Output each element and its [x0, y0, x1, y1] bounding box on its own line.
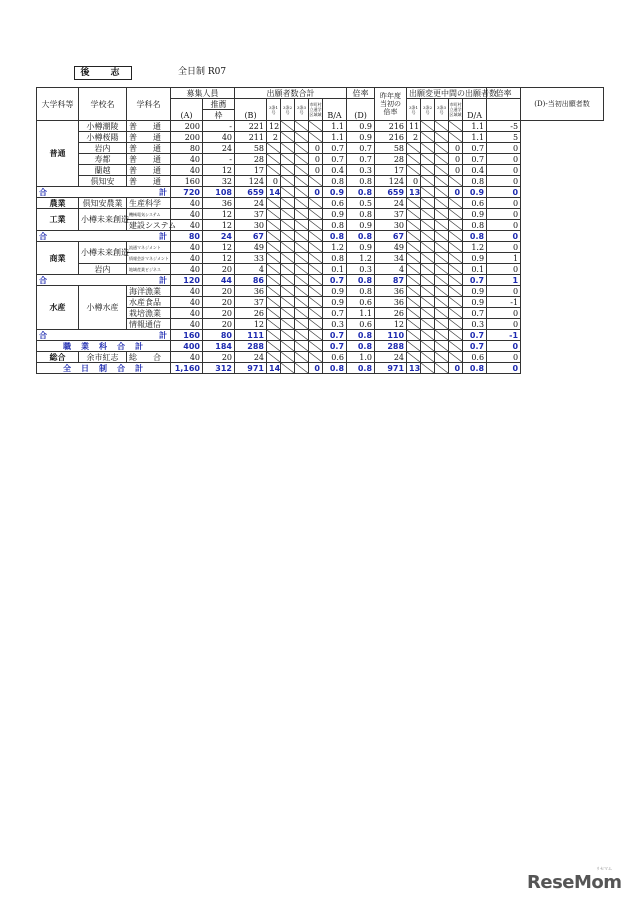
- empty-cell: [421, 231, 435, 242]
- empty-cell: [421, 253, 435, 264]
- empty-cell: [295, 341, 309, 352]
- empty-cell: [281, 187, 295, 198]
- table-row: 蘭越 普 通 40 12 17 0 0.4 0.3 17 0 0.4 0: [37, 165, 604, 176]
- subtotal-label-right: 計: [159, 231, 168, 241]
- dept-label: 工業: [37, 209, 79, 231]
- subtotal-label-left: 合: [39, 231, 48, 241]
- empty-cell: [435, 352, 449, 363]
- col-s3: 3条3号: [295, 99, 309, 121]
- empty-cell: [281, 132, 295, 143]
- empty-cell: [435, 242, 449, 253]
- course-name: 栽培漁業: [127, 308, 171, 319]
- empty-cell: [295, 275, 309, 286]
- empty-cell: [295, 132, 309, 143]
- table-row: 水産食品 40 20 37 0.9 0.6 36 0.9 -1: [37, 297, 604, 308]
- empty-cell: [421, 330, 435, 341]
- school-name: 倶知安農業: [79, 198, 127, 209]
- empty-cell: [295, 209, 309, 220]
- dept-label: 商業: [37, 242, 79, 275]
- empty-cell: [295, 319, 309, 330]
- empty-cell: [267, 341, 281, 352]
- course-name: 生産科学: [127, 198, 171, 209]
- dept-label: 総合: [37, 352, 79, 363]
- empty-cell: [309, 297, 323, 308]
- col-mid: 出願変更中間の出願者数: [407, 88, 487, 99]
- table-row: 建設システム 40 12 30 0.8 0.9 30 0.8 0: [37, 220, 604, 231]
- grand-total-label: 全 日 制 合 計: [37, 363, 171, 374]
- empty-cell: [435, 264, 449, 275]
- subtotal-label-left: 合: [39, 275, 48, 285]
- empty-cell: [407, 231, 421, 242]
- empty-cell: [267, 209, 281, 220]
- empty-cell: [267, 220, 281, 231]
- empty-cell: [267, 253, 281, 264]
- table-row: 農業 倶知安農業 生産科学 40 36 24 0.6 0.5 24 0.6 0: [37, 198, 604, 209]
- empty-cell: [435, 198, 449, 209]
- empty-cell: [421, 165, 435, 176]
- empty-cell: [281, 220, 295, 231]
- empty-cell: [309, 253, 323, 264]
- empty-cell: [435, 143, 449, 154]
- course-name: 機械電気システム: [127, 209, 171, 220]
- empty-cell: [295, 176, 309, 187]
- school-name: 岩内: [79, 264, 127, 275]
- empty-cell: [309, 121, 323, 132]
- empty-cell: [449, 308, 463, 319]
- empty-cell: [421, 264, 435, 275]
- empty-cell: [449, 341, 463, 352]
- col-rec-bottom: 枠: [203, 110, 235, 121]
- subtotal-row: 合 計 120 44 86 0.7 0.8 87 0.7 1: [37, 275, 604, 286]
- empty-cell: [281, 297, 295, 308]
- empty-cell: [449, 220, 463, 231]
- empty-cell: [281, 308, 295, 319]
- empty-cell: [281, 121, 295, 132]
- empty-cell: [449, 264, 463, 275]
- empty-cell: [449, 319, 463, 330]
- empty-cell: [295, 363, 309, 374]
- empty-cell: [407, 275, 421, 286]
- empty-cell: [295, 165, 309, 176]
- empty-cell: [421, 209, 435, 220]
- empty-cell: [449, 253, 463, 264]
- empty-cell: [281, 209, 295, 220]
- subtotal-label: [37, 187, 171, 198]
- empty-cell: [281, 264, 295, 275]
- empty-cell: [281, 143, 295, 154]
- table-row: 工業 小樽未来創造 機械電気システム 40 12 37 0.9 0.8 37 0.9 0: [37, 209, 604, 220]
- table-row: 栽培漁業 40 20 26 0.7 1.1 26 0.7 0: [37, 308, 604, 319]
- empty-cell: [435, 132, 449, 143]
- empty-cell: [407, 352, 421, 363]
- table-row: 寿都 普 通 40 - 28 0 0.7 0.7 28 0 0.7 0: [37, 154, 604, 165]
- empty-cell: [449, 209, 463, 220]
- empty-cell: [449, 275, 463, 286]
- school-name: 岩内: [79, 143, 127, 154]
- empty-cell: [281, 286, 295, 297]
- empty-cell: [309, 264, 323, 275]
- dept-label: 普通: [37, 121, 79, 187]
- col-s2: 3条2号: [281, 99, 295, 121]
- empty-cell: [421, 352, 435, 363]
- subtotal-row: 合 計 720 108 659 14 0 0.9 0.8 659 13 0 0.9 0: [37, 187, 604, 198]
- school-name: 倶知安: [79, 176, 127, 187]
- col-apply-total: 出願者数合計: [235, 88, 347, 99]
- empty-cell: [309, 286, 323, 297]
- empty-cell: [295, 264, 309, 275]
- application-table: [36, 87, 604, 374]
- col-b: (B): [235, 99, 267, 121]
- vocational-total-label: 職 業 科 合 計: [37, 341, 171, 352]
- table-row: 情報会計マネジメント 40 12 33 0.8 1.2 34 0.9 1: [37, 253, 604, 264]
- empty-cell: [267, 308, 281, 319]
- empty-cell: [449, 198, 463, 209]
- empty-cell: [449, 242, 463, 253]
- school-name: 小樽未来創造: [79, 209, 127, 231]
- empty-cell: [309, 231, 323, 242]
- col-m3: 3条3号: [435, 99, 449, 121]
- empty-cell: [435, 176, 449, 187]
- empty-cell: [421, 143, 435, 154]
- empty-cell: [267, 198, 281, 209]
- empty-cell: [449, 231, 463, 242]
- empty-cell: [309, 330, 323, 341]
- empty-cell: [421, 187, 435, 198]
- empty-cell: [435, 297, 449, 308]
- empty-cell: [309, 341, 323, 352]
- empty-cell: [267, 352, 281, 363]
- empty-cell: [421, 198, 435, 209]
- empty-cell: [407, 165, 421, 176]
- empty-cell: [309, 352, 323, 363]
- empty-cell: [295, 154, 309, 165]
- empty-cell: [435, 154, 449, 165]
- empty-cell: [435, 209, 449, 220]
- course-name: 普 通: [127, 121, 171, 132]
- empty-cell: [421, 121, 435, 132]
- course-name: 普 通: [127, 132, 171, 143]
- empty-cell: [267, 275, 281, 286]
- course-name: 普 通: [127, 165, 171, 176]
- empty-cell: [267, 330, 281, 341]
- empty-cell: [435, 165, 449, 176]
- table-row: 総合 余市紅志 総 合 40 20 24 0.6 1.0 24 0.6 0: [37, 352, 604, 363]
- col-diff: (D)-当初出願者数: [521, 88, 604, 121]
- empty-cell: [309, 198, 323, 209]
- empty-cell: [309, 275, 323, 286]
- empty-cell: [281, 330, 295, 341]
- empty-cell: [267, 319, 281, 330]
- empty-cell: [281, 253, 295, 264]
- empty-cell: [449, 121, 463, 132]
- empty-cell: [295, 121, 309, 132]
- empty-cell: [449, 297, 463, 308]
- empty-cell: [281, 176, 295, 187]
- empty-cell: [407, 154, 421, 165]
- empty-cell: [421, 363, 435, 374]
- empty-cell: [449, 330, 463, 341]
- school-name: 小樽水産: [79, 286, 127, 330]
- empty-cell: [421, 242, 435, 253]
- empty-cell: [421, 176, 435, 187]
- table-row: 小樽桜陽 普 通 200 40 211 2 1.1 0.9 216 2 1.1 5: [37, 132, 604, 143]
- empty-cell: [281, 242, 295, 253]
- subtotal-label-left: 合: [39, 187, 48, 197]
- empty-cell: [295, 330, 309, 341]
- table-row: 岩内 普 通 80 24 58 0 0.7 0.7 58 0 0.7 0: [37, 143, 604, 154]
- subtotal-label: [37, 330, 171, 341]
- school-name: 余市紅志: [79, 352, 127, 363]
- empty-cell: [309, 176, 323, 187]
- empty-cell: [267, 165, 281, 176]
- empty-cell: [267, 143, 281, 154]
- grand-total-row: 全 日 制 合 計 1,160 312 971 14 0 0.8 0.8 971 13 0 0.8 0: [37, 363, 604, 374]
- col-school: 学校名: [79, 88, 127, 121]
- course-name: 水産食品: [127, 297, 171, 308]
- empty-cell: [421, 275, 435, 286]
- school-name: 小樽桜陽: [79, 132, 127, 143]
- empty-cell: [407, 264, 421, 275]
- empty-cell: [407, 143, 421, 154]
- course-name: 普 通: [127, 143, 171, 154]
- col-shi: 市町村立通学区域域: [309, 99, 323, 121]
- empty-cell: [435, 319, 449, 330]
- empty-cell: [407, 220, 421, 231]
- school-name: 蘭越: [79, 165, 127, 176]
- table-row: 岩内 地域産業ビジネス 40 20 4 0.1 0.3 4 0.1 0: [37, 264, 604, 275]
- empty-cell: [309, 319, 323, 330]
- table-row: 倶知安 普 通 160 32 124 0 0.8 0.8 124 0 0.8 0: [37, 176, 604, 187]
- col-a: (A): [171, 99, 203, 121]
- subtotal-label-right: 計: [159, 187, 168, 197]
- course-name: 建設システム: [127, 220, 171, 231]
- subtotal-label-right: 計: [159, 330, 168, 340]
- col-dept: 大学科等: [37, 88, 79, 121]
- empty-cell: [295, 308, 309, 319]
- empty-cell: [435, 121, 449, 132]
- empty-cell: [281, 363, 295, 374]
- empty-cell: [267, 154, 281, 165]
- empty-cell: [435, 231, 449, 242]
- course-name: 普 通: [127, 154, 171, 165]
- empty-cell: [407, 198, 421, 209]
- col-m1: 3条1号: [407, 99, 421, 121]
- empty-cell: [421, 286, 435, 297]
- empty-cell: [421, 319, 435, 330]
- empty-cell: [421, 220, 435, 231]
- empty-cell: [295, 187, 309, 198]
- col-rec-top: 推薦: [203, 99, 235, 110]
- col-ratio: 倍率: [347, 88, 375, 99]
- empty-cell: [421, 341, 435, 352]
- empty-cell: [309, 242, 323, 253]
- empty-cell: [281, 352, 295, 363]
- school-name: 小樽潮陵: [79, 121, 127, 132]
- empty-cell: [281, 319, 295, 330]
- empty-cell: [309, 132, 323, 143]
- empty-cell: [309, 220, 323, 231]
- col-capacity: 募集人員: [171, 88, 235, 99]
- col-course: 学科名: [127, 88, 171, 121]
- empty-cell: [295, 286, 309, 297]
- empty-cell: [281, 231, 295, 242]
- empty-cell: [407, 341, 421, 352]
- table-row: 普通 小樽潮陵 普 通 200 - 221 12 1.1 0.9 216 11 1.1 -5: [37, 121, 604, 132]
- empty-cell: [407, 330, 421, 341]
- vocational-total-row: 職 業 科 合 計 400 184 288 0.7 0.8 288 0.7 0: [37, 341, 604, 352]
- empty-cell: [407, 297, 421, 308]
- col-s1: 3条1号: [267, 99, 281, 121]
- resemom-logo: ReseMom: [527, 872, 622, 893]
- empty-cell: [435, 363, 449, 374]
- course-name: 総 合: [127, 352, 171, 363]
- empty-cell: [435, 330, 449, 341]
- empty-cell: [449, 352, 463, 363]
- empty-cell: [267, 231, 281, 242]
- empty-cell: [295, 143, 309, 154]
- empty-cell: [435, 187, 449, 198]
- empty-cell: [281, 341, 295, 352]
- empty-cell: [295, 231, 309, 242]
- empty-cell: [435, 253, 449, 264]
- school-name: 小樽未来創造: [79, 242, 127, 264]
- table-subtitle: 全日制 R07: [178, 67, 227, 77]
- empty-cell: [407, 253, 421, 264]
- empty-cell: [295, 198, 309, 209]
- subtotal-label-left: 合: [39, 330, 48, 340]
- empty-cell: [421, 132, 435, 143]
- empty-cell: [295, 242, 309, 253]
- empty-cell: [435, 341, 449, 352]
- col-ratio2: 倍率: [487, 88, 521, 99]
- col-mshi: 市町村立通学区域域: [449, 99, 463, 121]
- table-row: 商業 小樽未来創造 流通マネジメント 40 12 49 1.2 0.9 49 1.2 0: [37, 242, 604, 253]
- empty-cell: [421, 154, 435, 165]
- empty-cell: [281, 275, 295, 286]
- region-label: 後 志: [74, 66, 132, 80]
- header-row-1: [37, 88, 604, 99]
- empty-cell: [309, 308, 323, 319]
- course-name: 情報通信: [127, 319, 171, 330]
- course-name: 普 通: [127, 176, 171, 187]
- subtotal-label-right: 計: [159, 275, 168, 285]
- empty-cell: [267, 297, 281, 308]
- course-name: 地域産業ビジネス: [127, 264, 171, 275]
- dept-label: 水産: [37, 286, 79, 330]
- empty-cell: [295, 297, 309, 308]
- empty-cell: [449, 286, 463, 297]
- empty-cell: [435, 308, 449, 319]
- empty-cell: [407, 286, 421, 297]
- empty-cell: [421, 297, 435, 308]
- empty-cell: [267, 286, 281, 297]
- school-name: 寿都: [79, 154, 127, 165]
- empty-cell: [281, 165, 295, 176]
- empty-cell: [295, 220, 309, 231]
- col-d: (D): [347, 99, 375, 121]
- course-name: 海洋漁業: [127, 286, 171, 297]
- col-da: D/A: [463, 99, 487, 121]
- subtotal-label: [37, 275, 171, 286]
- empty-cell: [281, 154, 295, 165]
- empty-cell: [449, 176, 463, 187]
- empty-cell: [407, 242, 421, 253]
- empty-cell: [435, 286, 449, 297]
- empty-cell: [267, 242, 281, 253]
- table-row: 水産 小樽水産 海洋漁業 40 20 36 0.9 0.8 36 0.9 0: [37, 286, 604, 297]
- course-name: 情報会計マネジメント: [127, 253, 171, 264]
- col-m2: 3条2号: [421, 99, 435, 121]
- empty-cell: [435, 275, 449, 286]
- subtotal-row: 合 計 160 80 111 0.7 0.8 110 0.7 -1: [37, 330, 604, 341]
- empty-cell: [281, 198, 295, 209]
- empty-cell: [295, 253, 309, 264]
- empty-cell: [295, 352, 309, 363]
- empty-cell: [449, 132, 463, 143]
- table-row: 情報通信 40 20 12 0.3 0.6 12 0.3 0: [37, 319, 604, 330]
- empty-cell: [421, 308, 435, 319]
- col-ba: B/A: [323, 99, 347, 121]
- col-prev-year: 昨年度当初の倍率: [375, 88, 407, 121]
- empty-cell: [407, 319, 421, 330]
- empty-cell: [267, 264, 281, 275]
- dept-label: 農業: [37, 198, 79, 209]
- subtotal-row: 合 計 80 24 67 0.8 0.8 67 0.8 0: [37, 231, 604, 242]
- empty-cell: [309, 209, 323, 220]
- subtotal-label: [37, 231, 171, 242]
- empty-cell: [407, 308, 421, 319]
- resemom-logo-sub: リセマム: [596, 866, 612, 871]
- empty-cell: [407, 209, 421, 220]
- empty-cell: [435, 220, 449, 231]
- course-name: 流通マネジメント: [127, 242, 171, 253]
